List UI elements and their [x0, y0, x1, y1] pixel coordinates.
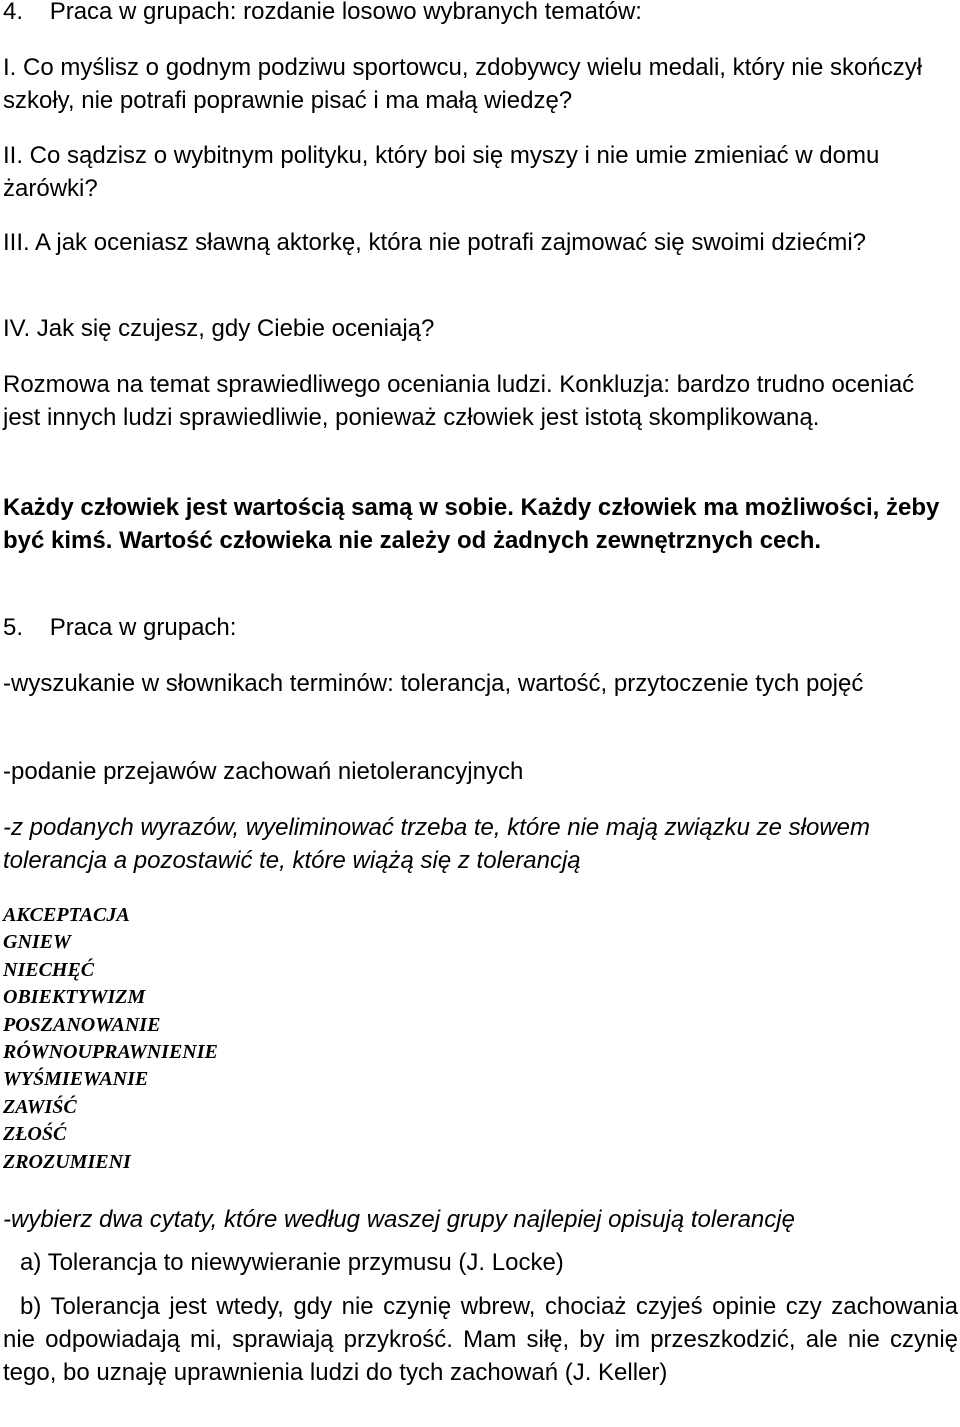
word-list-item: ZAWIŚĆ	[3, 1095, 77, 1118]
task-eliminate-words: -z podanych wyrazów, wyeliminować trzeba te, które nie mają związku ze słowem tolerancja a pozostawić te, które wiążą się z tolerancją	[3, 814, 871, 874]
topic-2: II. Co sądzisz o wybitnym polityku, który boi się myszy i nie umie zmieniać w domu żarówki?	[3, 142, 880, 202]
section-5-heading: 5. Praca w grupach:	[3, 614, 237, 641]
topic-3: III. A jak oceniasz sławną aktorkę, która nie potrafi zajmować się swoimi dziećmi?	[3, 229, 867, 256]
section-4-heading: 4. Praca w grupach: rozdanie losowo wybranych tematów:	[3, 0, 642, 25]
topic-1: I. Co myślisz o godnym podziwu sportowcu, zdobywcy wielu medali, który nie skończył szkoły, nie potrafi poprawnie pisać i ma małą wiedzę?	[3, 54, 923, 114]
word-list-item: NIECHĘĆ	[3, 958, 95, 981]
word-list-item: GNIEW	[3, 931, 71, 954]
quote-b: b) Tolerancja jest wtedy, gdy nie czynię wbrew, chociaż czyjeś opinie czy zachowania nie odpowiadają mi, sprawiają przykrość. Mam siłę, by im przeszkodzić, ale nie czynię tego, bo uznaję uprawnienia ludzi do tych zachowań (J. Keller)	[3, 1293, 958, 1386]
task-dictionary: -wyszukanie w słownikach terminów: tolerancja, wartość, przytoczenie tych pojęć	[3, 670, 864, 697]
word-list-item: WYŚMIEWANIE	[3, 1068, 149, 1091]
task-choose-quotes: -wybierz dwa cytaty, które według waszej grupy najlepiej opisują tolerancję	[3, 1206, 795, 1233]
word-list-item: ZŁOŚĆ	[3, 1123, 67, 1146]
word-list-item: OBIEKTYWIZM	[3, 986, 146, 1009]
value-statement: Każdy człowiek jest wartością samą w sobie. Każdy człowiek ma możliwości, żeby być kimś. Wartość człowieka nie zależy od żadnych zewnętrznych cech.	[3, 494, 940, 554]
task-intolerance: -podanie przejawów zachowań nietolerancyjnych	[3, 758, 524, 785]
word-list-item: RÓWNOUPRAWNIENIE	[3, 1041, 218, 1064]
word-list-item: AKCEPTACJA	[3, 904, 130, 926]
conclusion-paragraph: Rozmowa na temat sprawiedliwego oceniania ludzi. Konkluzja: bardzo trudno oceniać jest innych ludzi sprawiedliwie, ponieważ człowiek jest istotą skomplikowaną.	[3, 371, 915, 431]
word-list	[3, 902, 218, 1176]
word-list-item: POSZANOWANIE	[3, 1013, 161, 1036]
topic-4: IV. Jak się czujesz, gdy Ciebie oceniają?	[3, 315, 435, 342]
word-list-item: ZROZUMIENI	[3, 1150, 131, 1173]
quote-a: a) Tolerancja to niewywieranie przymusu (J. Locke)	[20, 1249, 564, 1276]
